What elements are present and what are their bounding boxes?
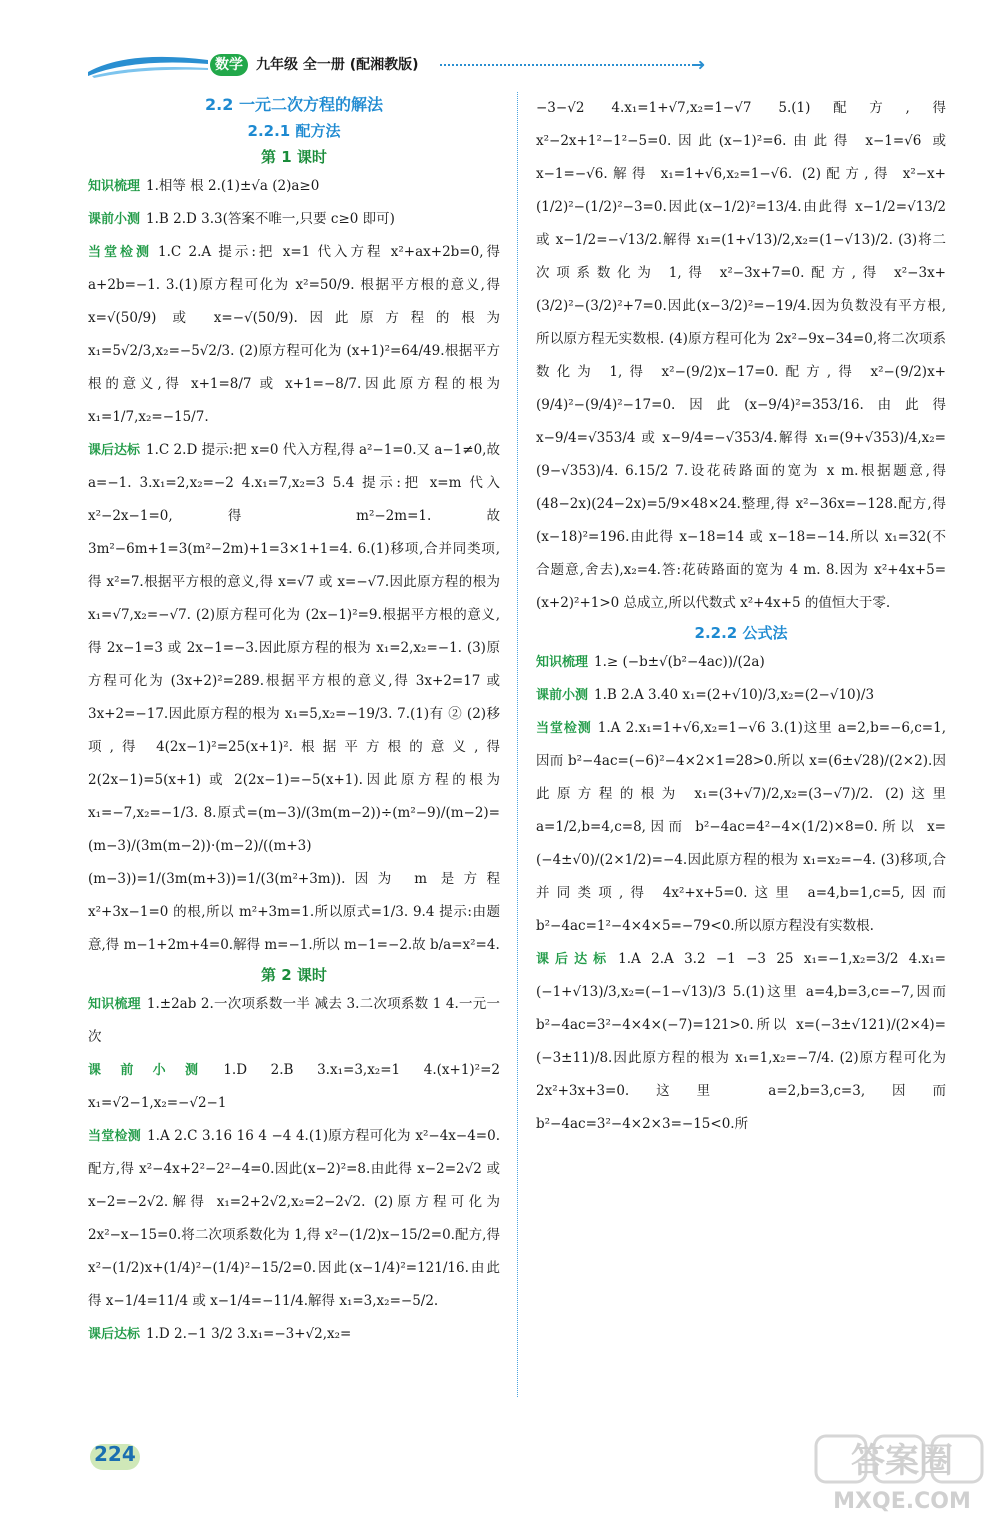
series-title: 九年级 全一册 (配湘教版)	[256, 57, 419, 73]
watermark-logo	[812, 1432, 992, 1516]
right-column	[536, 92, 946, 1141]
answer-block	[536, 646, 946, 679]
answer-block	[88, 170, 500, 203]
page-number-text: 224	[94, 1442, 136, 1466]
block-tag: 课后达标	[88, 443, 141, 458]
block-text: 1.相等 根 2.(1)±√a (2)a≥0	[146, 178, 320, 194]
subsection-title: 2.2.1 配方法	[247, 122, 341, 140]
watermark-text-top: 答案圈	[851, 1441, 953, 1481]
block-tag: 课后达标	[536, 952, 613, 967]
block-text: 1.≥ (−b±√(b²−4ac))/(2a)	[594, 654, 765, 670]
lesson-title: 第 2 课时	[261, 966, 327, 984]
answer-block: −3−√2 4.x₁=1+√7,x₂=1−√7 5.(1)配方,得 x²−2x+1²−1²−5=0.因此(x−1)²=6.由此得 x−1=√6 或 x−1=−√6.解得 x₁=1+√6,x₂=1−√6. (2)配方,得 x²−x+(1/2)²−(1/2)²−3=0.因此(x−1/2)²=13/4.由此得 x−1/2=√13/2 或 x−1/2=−√13/2.解得 x₁=(1+√13)/2,x₂=(1−√13)/2. (3)将二次项系数化为 1,得 x²−3x+7=0.配方,得 x²−3x+(3/2)²−(3/2)²+7=0.因此(x−3/2)²=−19/4.因为负数没有平方根,所以原方程无实数根. (4)原方程可化为 2x²−9x−34=0,将二次项系数化为 1,得 x²−(9/2)x−17=0.配方,得 x²−(9/2)x+(9/4)²−(9/4)²−17=0.因此(x−9/4)²=353/16.由此得 x−9/4=√353/4 或 x−9/4=−√353/4.解得 x₁=(9+√353)/4,x₂=(9−√353)/4. 6.15/2 7.设花砖路面的宽为 x m.根据题意,得(48−2x)(24−2x)=5/9×48×24.整理,得 x²−36x=−128.配方,得(x−18)²=196.由此得 x−18=14 或 x−18=−14.所以 x₁=32(不合题意,舍去),x₂=4.答:花砖路面的宽为 4 m. 8.因为 x²+4x+5=(x+2)²+1>0 总成立,所以代数式 x²+4x+5 的值恒大于零.	[536, 100, 946, 611]
block-tag: 课前小测	[88, 212, 141, 227]
block-tag: 课后达标	[88, 1327, 141, 1342]
left-column	[88, 92, 500, 1351]
arrow-right-icon: ➜	[692, 55, 706, 74]
block-tag: 当堂检测	[88, 1129, 142, 1144]
block-tag: 当堂检测	[536, 721, 592, 736]
answer-block	[88, 434, 500, 962]
block-text: 1.±2ab 2.一次项系数一半 减去 3.二次项系数 1 4.一元一次	[88, 996, 500, 1045]
block-text: 1.B 2.A 3.40 x₁=(2+√10)/3,x₂=(2−√10)/3	[594, 687, 875, 703]
answer-block	[88, 236, 500, 434]
block-text: 1.A 2.x₁=1+√6,x₂=1−√6 3.(1)这里 a=2,b=−6,c=1,因而 b²−4ac=(−6)²−4×2×1=28>0.所以 x=(6±√28)/(2×2).因此原方程的根为 x₁=(3+√7)/2,x₂=(3−√7)/2. (2)这里 a=1/2,b=4,c=8,因而 b²−4ac=4²−4×(1/2)×8=0.所以 x=(−4±√0)/(2×1/2)=−4.因此原方程的根为 x₁=x₂=−4. (3)移项,合并同类项,得 4x²+x+5=0.这里 a=4,b=1,c=5,因而 b²−4ac=1²−4×4×5=−79<0.所以原方程没有实数根.	[536, 720, 946, 934]
block-text: 1.B 2.D 3.3(答案不唯一,只要 c≥0 即可)	[146, 211, 395, 227]
answer-block	[88, 203, 500, 236]
running-header	[88, 50, 708, 80]
block-text: 1.A 2.C 3.16 16 4 −4 4.(1)原方程可化为 x²−4x−4=0.配方,得 x²−4x+2²−2²−4=0.因此(x−2)²=8.由此得 x−2=2√2 或 x−2=−2√2.解得 x₁=2+2√2,x₂=2−2√2. (2)原方程可化为 2x²−x−15=0.将二次项系数化为 1,得 x²−(1/2)x−15/2=0.配方,得 x²−(1/2)x+(1/4)²−(1/4)²−15/2=0.因此(x−1/4)²=121/16.由此得 x−1/4=11/4 或 x−1/4=−11/4.解得 x₁=3,x₂=−5/2.	[88, 1128, 500, 1309]
answer-block	[88, 1120, 500, 1318]
answer-block	[88, 1054, 500, 1120]
block-tag: 课前小测	[88, 1063, 218, 1078]
page-number	[90, 1442, 142, 1472]
subsection-title: 2.2.2 公式法	[694, 624, 788, 642]
block-tag: 知识梳理	[88, 179, 141, 194]
block-text: 1.C 2.D 提示:把 x=0 代入方程,得 a²−1=0.又 a−1≠0,故 a=−1. 3.x₁=2,x₂=−2 4.x₁=7,x₂=3 5.4 提示:把 x=m 代入 x²−2x−1=0,得 m²−2m=1.故 3m²−6m+1=3(m²−2m)+1=3×1+1=4. 6.(1)移项,合并同类项,得 x²=7.根据平方根的意义,得 x=√7 或 x=−√7.因此原方程的根为 x₁=√7,x₂=−√7. (2)原方程可化为 (2x−1)²=9.根据平方根的意义,得 2x−1=3 或 2x−1=−3.因此原方程的根为 x₁=2,x₂=−1. (3)原方程可化为 (3x+2)²=289.根据平方根的意义,得 3x+2=17 或 3x+2=−17.因此原方程的根为 x₁=5,x₂=−19/3. 7.(1)有 ② (2)移项,得 4(2x−1)²=25(x+1)².根据平方根的意义,得 2(2x−1)=5(x+1) 或 2(2x−1)=−5(x+1).因此原方程的根为 x₁=−7,x₂=−1/3. 8.原式=(m−3)/(3m(m−2))÷(m²−9)/(m−2)=(m−3)/(3m(m−2))·(m−2)/((m+3)(m−3))=1/(3m(m+3))=1/(3(m²+3m)).因为 m 是方程 x²+3x−1=0 的根,所以 m²+3m=1.所以原式=1/3. 9.4 提示:由题意,得 m−1+2m+4=0.解得 m=−1.所以 m−1=−2.故 b/a=x²=4.	[88, 442, 500, 953]
answer-block	[536, 943, 946, 1141]
lesson-title: 第 1 课时	[261, 148, 327, 166]
block-text: 1.D 2.−1 3/2 3.x₁=−3+√2,x₂=	[146, 1326, 352, 1342]
watermark-text-bottom: MXQE.COM	[833, 1489, 971, 1514]
answer-block	[88, 988, 500, 1054]
section-title: 2.2 一元二次方程的解法	[205, 95, 383, 114]
block-tag: 当堂检测	[88, 245, 152, 260]
block-text: 1.D 2.B 3.x₁=3,x₂=1 4.(x+1)²=2 x₁=√2−1,x₂=−√2−1	[88, 1062, 500, 1111]
subject-badge: 数学	[210, 54, 248, 76]
answer-block	[88, 1318, 500, 1351]
header-dotted-rule	[440, 64, 702, 66]
block-tag: 知识梳理	[88, 997, 141, 1012]
column-divider	[517, 92, 518, 1397]
block-tag: 知识梳理	[536, 655, 589, 670]
answer-block	[536, 679, 946, 712]
answer-block	[536, 712, 946, 943]
block-text: 1.A 2.A 3.2 −1 −3 25 x₁=−1,x₂=3/2 4.x₁=(−1+√13)/3,x₂=(−1−√13)/3 5.(1)这里 a=4,b=3,c=−7,因而 b²−4ac=3²−4×4×(−7)=121>0.所以 x=(−3±√121)/(2×4)=(−3±11)/8.因此原方程的根为 x₁=1,x₂=−7/4. (2)原方程可化为 2x²+3x+3=0.这里 a=2,b=3,c=3,因而 b²−4ac=3²−4×2×3=−15<0.所	[536, 951, 946, 1132]
block-text: 1.C 2.A 提示:把 x=1 代入方程 x²+ax+2b=0,得 a+2b=−1. 3.(1)原方程可化为 x²=50/9. 根据平方根的意义,得 x=√(50/9) 或 x=−√(50/9).因此原方程的根为 x₁=5√2/3,x₂=−5√2/3. (2)原方程可化为 (x+1)²=64/49.根据平方根的意义,得 x+1=8/7 或 x+1=−8/7.因此原方程的根为 x₁=1/7,x₂=−15/7.	[88, 244, 500, 425]
block-tag: 课前小测	[536, 688, 589, 703]
